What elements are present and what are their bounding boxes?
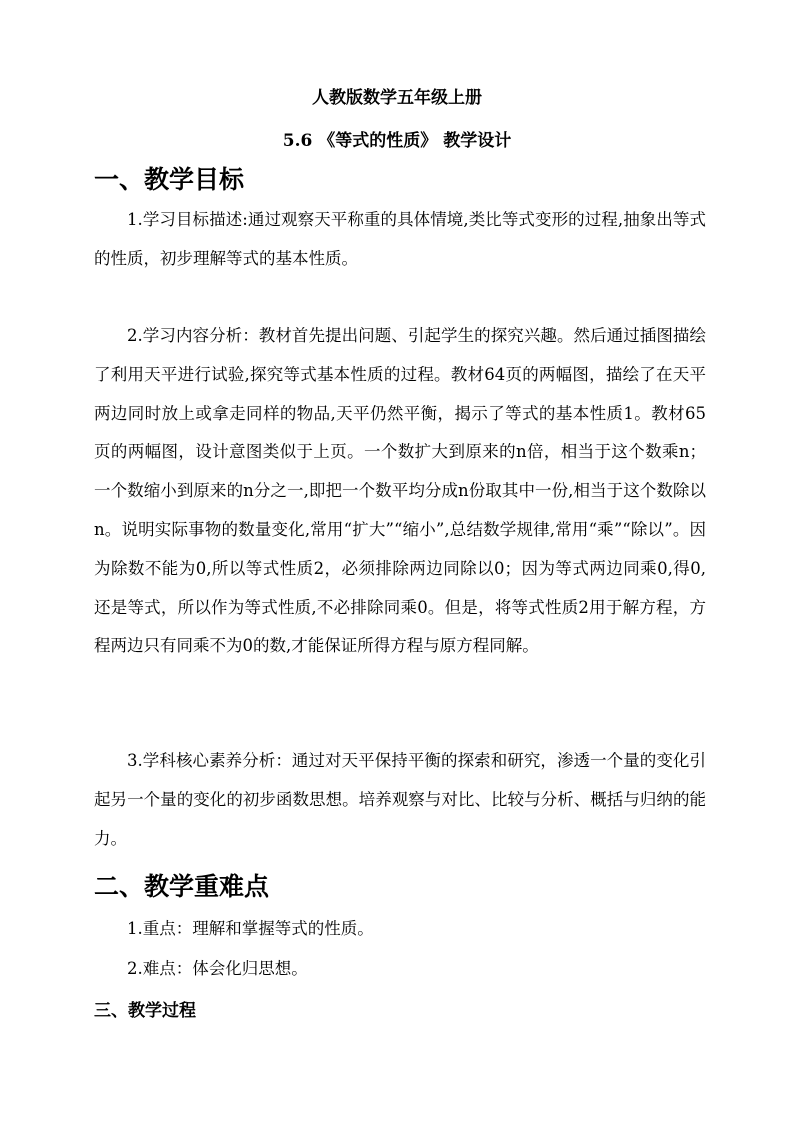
section-heading-teaching-goals: 一、教学目标 — [94, 165, 245, 194]
paragraph-core-literacy: 3.学科核心素养分析：通过对天平保持平衡的探索和研究，渗透一个量的变化引起另一个量的变化的初步函数思想。培养观察与对比、比较与分析、概括与归纳的能力。 — [94, 751, 706, 848]
paragraph-difficult-point: 2.难点：体会化归思想。 — [127, 959, 308, 978]
paragraph-goal-description: 1.学习目标描述:通过观察天平称重的具体情境,类比等式变形的过程,抽象出等式的性质，初步理解等式的基本性质。 — [94, 210, 706, 268]
paragraph-key-point: 1.重点：理解和掌握等式的性质。 — [127, 919, 374, 938]
paragraph-content-analysis: 2.学习内容分析：教材首先提出问题、引起学生的探究兴趣。然后通过插图描绘了利用天平进行试验,探究等式基本性质的过程。教材64页的两幅图，描绘了在天平两边同时放上或拿走同样的物品,天平仍然平衡，揭示了等式的基本性质1。教材65页的两幅图，设计意图类似于上页。一个数扩大到原来的n倍，相当于这个数乘n；一个数缩小到原来的n分之一,即把一个数平均分成n份取其中一份,相当于这个数除以n。说明实际事物的数量变化,常用“扩大”“缩小”,总结数学规律,常用“乘”“除以”。因为除数不能为0,所以等式性质2，必须排除两边同除以0；因为等式两边同乘0,得0,还是等式，所以作为等式性质,不必排除同乘0。但是，将等式性质2用于解方程，方程两边只有同乘不为0的数,才能保证所得方程与原方程同解。 — [94, 326, 707, 656]
document-subtitle: 5.6 《等式的性质》 教学设计 — [282, 131, 512, 151]
document-title: 人教版数学五年级上册 — [312, 88, 482, 108]
section-heading-key-points: 二、教学重难点 — [94, 872, 270, 901]
section-heading-teaching-process: 三、教学过程 — [94, 1001, 196, 1021]
